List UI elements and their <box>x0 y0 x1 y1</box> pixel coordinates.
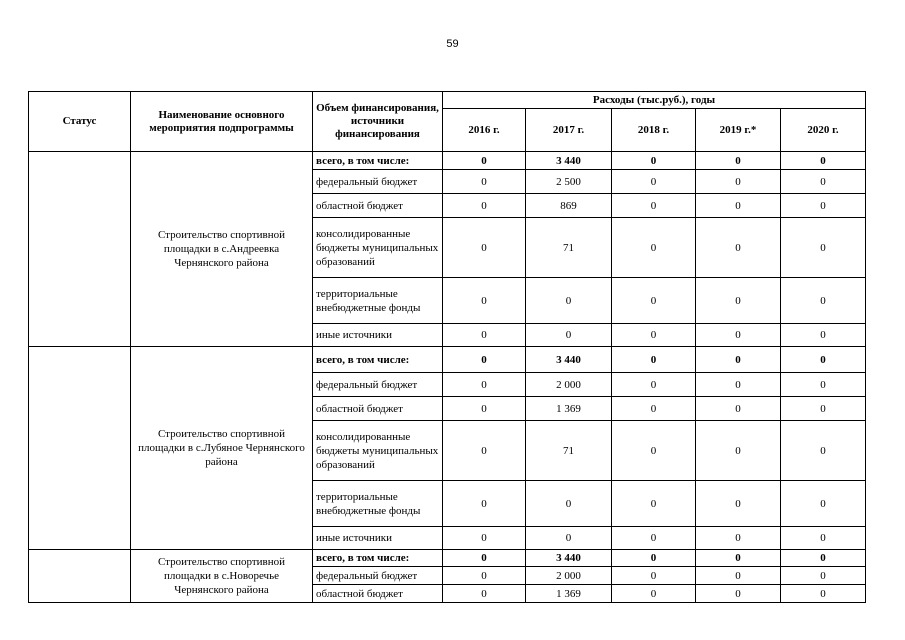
amount-cell: 0 <box>612 218 696 278</box>
amount-cell: 2 500 <box>526 170 612 194</box>
amount-cell: 1 369 <box>526 585 612 603</box>
financing-table <box>28 91 866 603</box>
amount-cell: 0 <box>443 550 526 567</box>
amount-cell: 0 <box>443 152 526 170</box>
header-expenses: Расходы (тыс.руб.), годы <box>443 92 866 109</box>
amount-cell: 2 000 <box>526 567 612 585</box>
amount-cell: 0 <box>612 373 696 397</box>
header-name: Наименование основного мероприятия подпрограммы <box>131 92 313 152</box>
funding-source: всего, в том числе: <box>313 550 443 567</box>
table-row <box>29 152 866 170</box>
amount-cell: 0 <box>526 278 612 324</box>
amount-cell: 0 <box>696 218 781 278</box>
amount-cell: 0 <box>612 397 696 421</box>
amount-cell: 71 <box>526 421 612 481</box>
amount-cell: 0 <box>696 421 781 481</box>
amount-cell: 0 <box>612 347 696 373</box>
header-status: Статус <box>29 92 131 152</box>
amount-cell: 0 <box>781 152 866 170</box>
amount-cell: 0 <box>443 567 526 585</box>
funding-source: территориальные внебюджетные фонды <box>313 481 443 527</box>
amount-cell: 0 <box>696 373 781 397</box>
amount-cell: 2 000 <box>526 373 612 397</box>
amount-cell: 0 <box>612 585 696 603</box>
amount-cell: 0 <box>612 421 696 481</box>
amount-cell: 3 440 <box>526 347 612 373</box>
amount-cell: 0 <box>781 421 866 481</box>
funding-source: консолидированные бюджеты муниципальных образований <box>313 421 443 481</box>
amount-cell: 0 <box>696 152 781 170</box>
amount-cell: 0 <box>781 324 866 347</box>
funding-source: федеральный бюджет <box>313 373 443 397</box>
funding-source: всего, в том числе: <box>313 152 443 170</box>
amount-cell: 0 <box>612 170 696 194</box>
amount-cell: 0 <box>781 397 866 421</box>
amount-cell: 0 <box>781 194 866 218</box>
measure-name: Строительство спортивной площадки в с.Андреевка Чернянского района <box>131 152 313 347</box>
amount-cell: 0 <box>612 481 696 527</box>
status-cell <box>29 152 131 347</box>
amount-cell: 0 <box>781 170 866 194</box>
amount-cell: 3 440 <box>526 152 612 170</box>
funding-source: иные источники <box>313 324 443 347</box>
page-number: 59 <box>446 38 459 50</box>
amount-cell: 0 <box>526 527 612 550</box>
amount-cell: 3 440 <box>526 550 612 567</box>
funding-source: областной бюджет <box>313 585 443 603</box>
amount-cell: 0 <box>526 481 612 527</box>
funding-source: консолидированные бюджеты муниципальных образований <box>313 218 443 278</box>
amount-cell: 869 <box>526 194 612 218</box>
amount-cell: 0 <box>781 585 866 603</box>
amount-cell: 0 <box>781 481 866 527</box>
funding-source: территориальные внебюджетные фонды <box>313 278 443 324</box>
amount-cell: 0 <box>443 278 526 324</box>
amount-cell: 0 <box>781 550 866 567</box>
funding-source: федеральный бюджет <box>313 170 443 194</box>
amount-cell: 0 <box>696 585 781 603</box>
amount-cell: 0 <box>443 481 526 527</box>
amount-cell: 0 <box>612 194 696 218</box>
amount-cell: 71 <box>526 218 612 278</box>
amount-cell: 0 <box>696 170 781 194</box>
amount-cell: 0 <box>696 324 781 347</box>
header-year: 2017 г. <box>526 109 612 152</box>
amount-cell: 0 <box>443 324 526 347</box>
header-year: 2019 г.* <box>696 109 781 152</box>
amount-cell: 0 <box>612 527 696 550</box>
amount-cell: 0 <box>612 152 696 170</box>
amount-cell: 0 <box>526 324 612 347</box>
amount-cell: 0 <box>696 527 781 550</box>
header-volume: Объем финансирования, источники финансирования <box>313 92 443 152</box>
measure-name: Строительство спортивной площадки в с.Новоречье Чернянского района <box>131 550 313 603</box>
funding-source: всего, в том числе: <box>313 347 443 373</box>
amount-cell: 0 <box>696 550 781 567</box>
table-row <box>29 550 866 567</box>
amount-cell: 0 <box>612 278 696 324</box>
amount-cell: 0 <box>696 397 781 421</box>
status-cell <box>29 347 131 550</box>
amount-cell: 0 <box>443 421 526 481</box>
amount-cell: 0 <box>696 278 781 324</box>
amount-cell: 0 <box>781 218 866 278</box>
funding-source: областной бюджет <box>313 194 443 218</box>
amount-cell: 0 <box>696 481 781 527</box>
amount-cell: 0 <box>443 397 526 421</box>
amount-cell: 0 <box>443 194 526 218</box>
funding-source: иные источники <box>313 527 443 550</box>
amount-cell: 0 <box>443 527 526 550</box>
header-year: 2020 г. <box>781 109 866 152</box>
amount-cell: 0 <box>443 373 526 397</box>
status-cell <box>29 550 131 603</box>
header-year: 2016 г. <box>443 109 526 152</box>
amount-cell: 0 <box>443 585 526 603</box>
header-year: 2018 г. <box>612 109 696 152</box>
amount-cell: 0 <box>443 218 526 278</box>
amount-cell: 0 <box>612 324 696 347</box>
amount-cell: 0 <box>781 347 866 373</box>
amount-cell: 0 <box>696 194 781 218</box>
measure-name: Строительство спортивной площадки в с.Лубяное Чернянского района <box>131 347 313 550</box>
amount-cell: 0 <box>612 550 696 567</box>
amount-cell: 0 <box>612 567 696 585</box>
amount-cell: 0 <box>443 170 526 194</box>
amount-cell: 0 <box>696 347 781 373</box>
funding-source: федеральный бюджет <box>313 567 443 585</box>
amount-cell: 0 <box>781 278 866 324</box>
table-row <box>29 347 866 373</box>
amount-cell: 0 <box>443 347 526 373</box>
amount-cell: 1 369 <box>526 397 612 421</box>
amount-cell: 0 <box>781 567 866 585</box>
amount-cell: 0 <box>781 527 866 550</box>
funding-source: областной бюджет <box>313 397 443 421</box>
amount-cell: 0 <box>696 567 781 585</box>
amount-cell: 0 <box>781 373 866 397</box>
